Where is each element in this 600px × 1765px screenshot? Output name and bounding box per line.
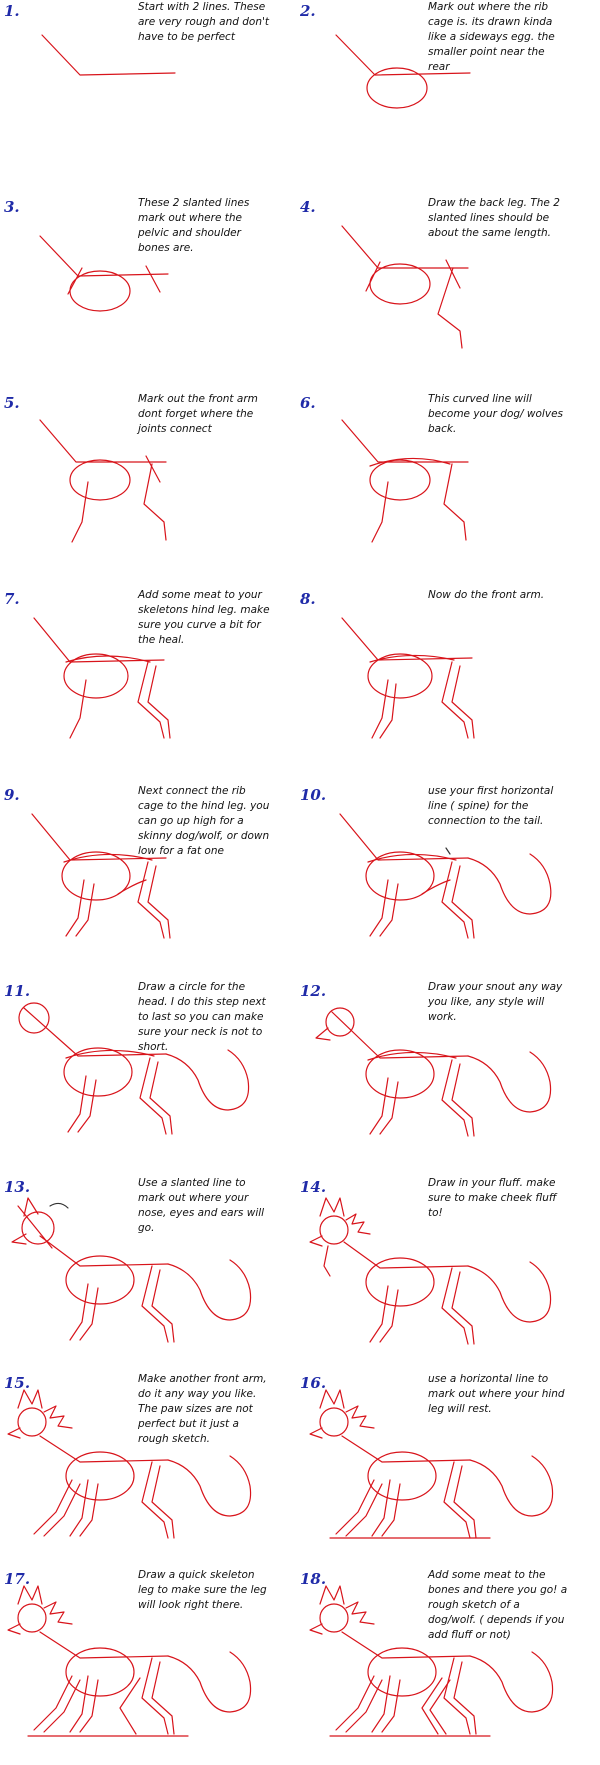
step-11 [0, 980, 300, 1176]
step-number: 13. [4, 1178, 31, 1196]
sketch-step-9 [0, 784, 300, 980]
sketch-step-13 [0, 1176, 300, 1372]
sketch-step-16 [300, 1372, 600, 1568]
step-6 [300, 392, 600, 588]
step-number: 9. [4, 786, 20, 804]
step-12 [300, 980, 600, 1176]
step-text: use your first horizontal line ( spine) for the connection to the tail. [428, 785, 554, 827]
step-text: Make another front arm, do it any way you like. The paw sizes are not perfect but it just a rough sketch. [138, 1373, 267, 1445]
step-text: Start with 2 lines. These are very rough and don't have to be perfect [138, 1, 269, 43]
step-1 [0, 0, 300, 196]
step-text: Draw in your fluff. make sure to make cheek fluff to! [428, 1177, 557, 1219]
step-10 [300, 784, 600, 980]
sketch-step-17 [0, 1568, 300, 1764]
step-text: Add some meat to the bones and there you go! a rough sketch of a dog/wolf. ( depends if you add fluff or not) [428, 1569, 568, 1641]
step-number: 1. [4, 2, 20, 20]
step-9 [0, 784, 300, 980]
step-3 [0, 196, 300, 392]
step-text: Use a slanted line to mark out where your nose, eyes and ears will go. [138, 1177, 265, 1234]
step-13 [0, 1176, 300, 1372]
step-text: Mark out the front arm dont forget where the joints connect [138, 393, 258, 435]
step-text: Draw a quick skeleton leg to make sure the leg will look right there. [138, 1569, 267, 1611]
sketch-step-18 [300, 1568, 600, 1764]
sketch-step-5 [0, 392, 300, 588]
sketch-step-3 [0, 196, 300, 392]
step-text: Draw a circle for the head. I do this step next to last so you can make sure your neck is not to short. [138, 981, 266, 1053]
step-text: These 2 slanted lines mark out where the pelvic and shoulder bones are. [138, 197, 250, 254]
step-4 [300, 196, 600, 392]
step-text: Now do the front arm. [428, 589, 545, 601]
step-number: 10. [300, 786, 327, 804]
step-text: Next connect the rib cage to the hind leg. you can go up high for a skinny dog/wolf, or down low for a fat one [138, 785, 270, 857]
step-2 [300, 0, 600, 196]
sketch-step-1 [0, 0, 300, 196]
step-number: 7. [4, 590, 20, 608]
step-text: use a horizontal line to mark out where your hind leg will rest. [428, 1373, 565, 1415]
step-text: Draw your snout any way you like, any style will work. [428, 981, 563, 1023]
sketch-step-11 [0, 980, 300, 1176]
sketch-step-8 [300, 588, 600, 784]
step-18 [300, 1568, 600, 1764]
step-text: Add some meat to your skeletons hind leg. make sure you curve a bit for the heal. [138, 589, 270, 646]
step-text: This curved line will become your dog/ wolves back. [428, 393, 563, 435]
step-16 [300, 1372, 600, 1568]
step-number: 6. [300, 394, 316, 412]
step-number: 18. [300, 1570, 327, 1588]
step-8 [300, 588, 600, 784]
sketch-step-6 [300, 392, 600, 588]
step-number: 16. [300, 1374, 327, 1392]
sketch-step-7 [0, 588, 300, 784]
step-number: 2. [300, 2, 316, 20]
step-number: 15. [4, 1374, 31, 1392]
sketch-step-12 [300, 980, 600, 1176]
step-number: 5. [4, 394, 20, 412]
sketch-step-10 [300, 784, 600, 980]
step-number: 8. [300, 590, 316, 608]
step-5 [0, 392, 300, 588]
step-14 [300, 1176, 600, 1372]
step-15 [0, 1372, 300, 1568]
sketch-step-4 [300, 196, 600, 392]
sketch-step-15 [0, 1372, 300, 1568]
step-number: 12. [300, 982, 327, 1000]
step-number: 4. [300, 198, 316, 216]
step-7 [0, 588, 300, 784]
step-number: 11. [4, 982, 31, 1000]
sketch-step-2 [300, 0, 600, 196]
step-number: 14. [300, 1178, 327, 1196]
step-text: Draw the back leg. The 2 slanted lines should be about the same length. [428, 197, 560, 239]
step-number: 3. [4, 198, 20, 216]
step-number: 17. [4, 1570, 31, 1588]
sketch-step-14 [300, 1176, 600, 1372]
step-17 [0, 1568, 300, 1764]
step-text: Mark out where the rib cage is. its drawn kinda like a sideways egg. the smaller point near the rear [428, 1, 555, 73]
